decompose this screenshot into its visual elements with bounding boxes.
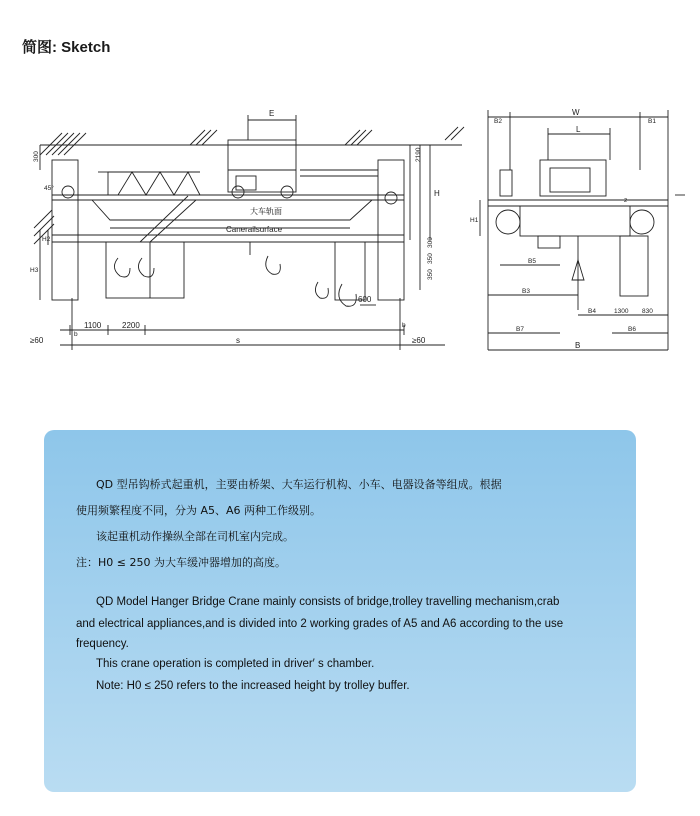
en-line-1: QD Model Hanger Bridge Crane mainly consists of bridge,trolley travelling mechanism,crab [96, 596, 560, 608]
dim-label-B4: B4 [588, 308, 596, 315]
dim-label-600: 600 [358, 295, 372, 304]
dim-label-B: B [575, 341, 581, 350]
dim-label-b-left: b [74, 331, 78, 338]
hooks [114, 242, 356, 306]
right-column [378, 160, 404, 300]
dim-label-1300: 1300 [614, 308, 629, 315]
en-line-5: Note: H0 ≤ 250 refers to the increased height by trolley buffer. [96, 680, 410, 692]
dim-label-ge60-left: ≥60 [30, 336, 44, 345]
cn-line-4: 注：H0 ≤ 250 为大车缓冲器增加的高度。 [76, 556, 286, 569]
trolley-truss [98, 172, 200, 195]
dim-label-S: s [236, 336, 240, 345]
dim-label-350b: 350 [427, 269, 434, 280]
dim-label-B6: B6 [628, 326, 636, 333]
cn-line-3: 该起重机动作操纵全部在司机室内完成。 [96, 530, 294, 543]
dim-label-B7: B7 [516, 326, 524, 333]
page-heading: 简图: Sketch [22, 39, 111, 56]
dim-label-ge60-right: ≥60 [412, 336, 426, 345]
dim-label-300b: 300 [427, 237, 434, 248]
rail-label-cn: 大车轨面 [250, 207, 282, 216]
en-line-3: frequency. [76, 638, 129, 650]
dim-label-2190: 2190 [415, 147, 422, 162]
bridge-girder [52, 195, 404, 242]
left-column [52, 160, 78, 300]
description-panel [44, 430, 636, 792]
end-view [480, 110, 685, 350]
building-hatch-mid [190, 127, 464, 145]
en-line-2: and electrical appliances,and is divided into 2 working grades of A5 and A6 according to the use [76, 618, 564, 630]
dim-label-b-right: b [402, 322, 406, 329]
cn-line-2: 使用频繁程度不同，分为 A5、A6 两种工作级别。 [76, 504, 322, 517]
angle-label: 45° [44, 185, 54, 192]
cabin [106, 196, 196, 298]
dim-label-B5: B5 [528, 258, 536, 265]
dim-label-H2: H2 [42, 236, 51, 243]
dim-label-W: W [572, 108, 580, 117]
crab-block [228, 140, 378, 198]
dim-label-2200: 2200 [122, 321, 140, 330]
dim-label-B3: B3 [522, 288, 530, 295]
dim-label-E: E [269, 109, 275, 118]
rail-label-en: Canerailsurface [226, 225, 283, 234]
dim-label-H1: H1 [470, 217, 479, 224]
dim-label-830: 830 [642, 308, 653, 315]
cn-line-1: QD 型吊钩桥式起重机，主要由桥架、大车运行机构、小车、电器设备等组成。根据 [96, 478, 502, 491]
dim-label-300: 300 [33, 151, 40, 162]
dim-label-B1: B1 [648, 118, 656, 125]
dim-label-L: L [576, 125, 581, 134]
dim-label-z: z [624, 197, 628, 204]
dim-label-H: H [434, 189, 440, 198]
dim-label-B2: B2 [494, 118, 502, 125]
dim-label-350a: 350 [427, 253, 434, 264]
dim-label-H3: H3 [30, 267, 39, 274]
dim-label-1100: 1100 [84, 321, 102, 330]
en-line-4: This crane operation is completed in driver′ s chamber. [96, 658, 375, 670]
